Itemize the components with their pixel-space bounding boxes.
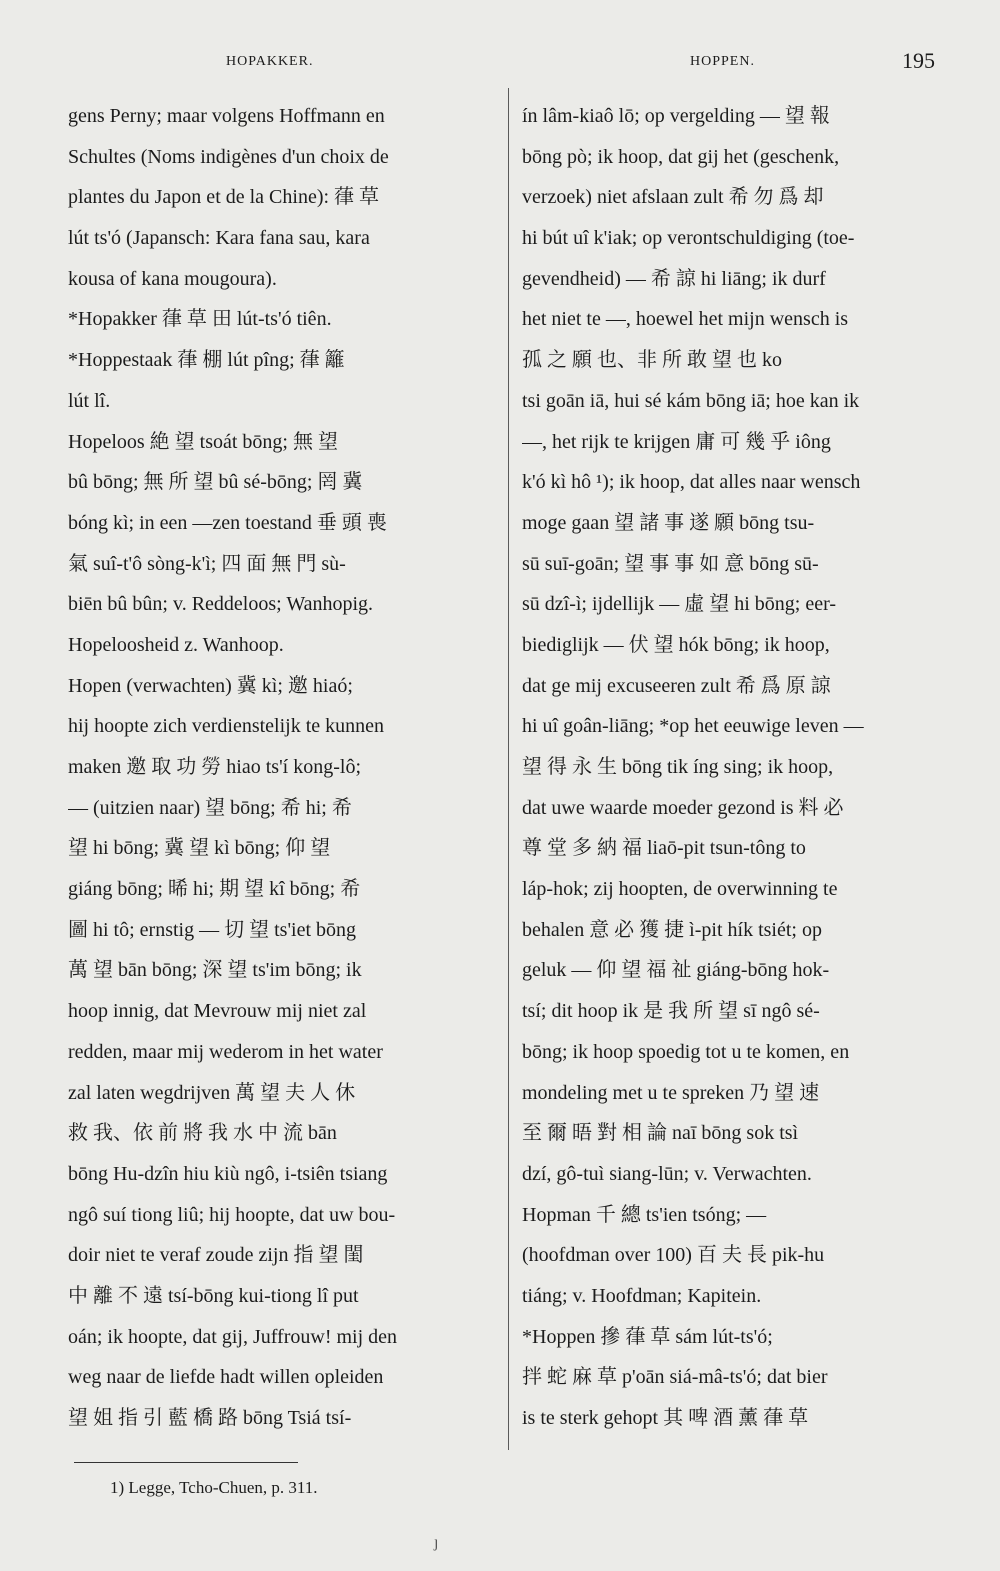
text-line: k'ó kì hô ¹); ik hoop, dat alles naar wensch <box>522 471 861 494</box>
text-line: Hopeloos 絶 望 tsoát bōng; 無 望 <box>68 430 338 453</box>
text-line: 至 爾 晤 對 相 論 naī bōng sok tsì <box>522 1122 799 1145</box>
right-column <box>522 96 947 1439</box>
text-line: *Hoppestaak 葎 棚 lút pîng; 葎 籬 <box>68 349 345 372</box>
text-line: oán; ik hoopte, dat gij, Juffrouw! mij den <box>68 1325 398 1348</box>
text-line: moge gaan 望 諸 事 遂 願 bōng tsu- <box>522 511 815 534</box>
text-line: 中 離 不 遠 tsí-bōng kui-tiong lî put <box>68 1284 359 1307</box>
page-number: 195 <box>902 48 935 73</box>
text-line: 萬 望 bān bōng; 深 望 ts'im bōng; ik <box>68 959 362 982</box>
left-column <box>68 96 496 1439</box>
text-line: lút lî. <box>68 389 111 412</box>
text-line: 拌 蛇 麻 草 p'oān siá-mâ-ts'ó; dat bier <box>522 1366 828 1389</box>
text-line: 望 hi bōng; 冀 望 kì bōng; 仰 望 <box>68 837 331 860</box>
text-line: verzoek) niet afslaan zult 希 勿 爲 却 <box>522 186 824 209</box>
text-line: zal laten wegdrijven 萬 望 夫 人 休 <box>68 1081 356 1104</box>
text-line: maken 邀 取 功 勞 hiao ts'í kong-lô; <box>68 756 362 778</box>
text-line: doir niet te veraf zoude zijn 指 望 閨 <box>68 1244 364 1267</box>
text-line: behalen 意 必 獲 捷 ì-pit hík tsiét; op <box>522 918 822 941</box>
text-line: geluk — 仰 望 福 祉 giáng-bōng hok- <box>522 959 830 982</box>
text-line: hi uî goân-liāng; *op het eeuwige leven — <box>522 715 864 738</box>
text-line: — (uitzien naar) 望 bōng; 希 hi; 希 <box>68 796 352 819</box>
text-line: giáng bōng; 晞 hi; 期 望 kî bōng; 希 <box>68 878 361 901</box>
text-line: 望 姐 指 引 藍 橋 路 bōng Tsiá tsí- <box>68 1407 352 1429</box>
text-line: Schultes (Noms indigènes d'un choix de <box>68 145 389 168</box>
text-line: is te sterk gehopt 其 啤 酒 薰 葎 草 <box>522 1407 809 1429</box>
running-header <box>0 48 1000 78</box>
text-line: ín lâm-kiaô lō; op vergelding — 望 報 <box>522 105 830 127</box>
text-line: het niet te —, hoewel het mijn wensch is <box>522 308 849 331</box>
text-line: tsí; dit hoop ik 是 我 所 望 sī ngô sé- <box>522 1000 820 1023</box>
text-line: dat ge mij excuseeren zult 希 爲 原 諒 <box>522 674 831 697</box>
text-line: láp-hok; zij hoopten, de overwinning te <box>522 878 838 901</box>
text-line: 望 得 永 生 bōng tik íng sing; ik hoop, <box>522 756 834 778</box>
footnote-rule <box>74 1462 298 1463</box>
text-line: plantes du Japon et de la Chine): 葎 草 <box>68 186 380 209</box>
text-line: gevendheid) — 希 諒 hi liāng; ik durf <box>522 267 826 290</box>
text-line: bû bōng; 無 所 望 bû sé-bōng; 罔 冀 <box>68 471 363 494</box>
text-line: ngô suí tiong liû; hij hoopte, dat uw bou- <box>68 1203 396 1226</box>
text-line: gens Perny; maar volgens Hoffmann en <box>68 105 385 127</box>
page-mark: ȷ <box>434 1534 439 1551</box>
text-line: 尊 堂 多 納 福 liaō-pit tsun-tông to <box>522 837 806 860</box>
text-line: hij hoopte zich verdienstelijk te kunnen <box>68 715 385 738</box>
text-line: sū suī-goān; 望 事 事 如 意 bōng sū- <box>522 552 819 575</box>
text-line: bóng kì; in een —zen toestand 垂 頭 喪 <box>68 511 387 534</box>
text-line: weg naar de liefde hadt willen opleiden <box>68 1366 384 1389</box>
text-line: lút ts'ó (Japansch: Kara fana sau, kara <box>68 227 370 250</box>
text-line: dzí, gô-tuì siang-lūn; v. Verwachten. <box>522 1162 812 1185</box>
text-line: —, het rijk te krijgen 庸 可 幾 乎 iông <box>522 430 831 453</box>
text-line: Hopen (verwachten) 冀 kì; 邀 hiaó; <box>68 674 353 697</box>
header-left-guideword: HOPAKKER. <box>226 54 314 69</box>
text-line: redden, maar mij wederom in het water <box>68 1040 383 1063</box>
text-line: mondeling met u te spreken 乃 望 速 <box>522 1081 820 1104</box>
text-line: dat uwe waarde moeder gezond is 料 必 <box>522 796 844 819</box>
text-line: bōng; ik hoop spoedig tot u te komen, en <box>522 1040 850 1063</box>
column-divider <box>508 88 509 1450</box>
text-line: tiáng; v. Hoofdman; Kapitein. <box>522 1284 762 1307</box>
text-line: bōng pò; ik hoop, dat gij het (geschenk, <box>522 145 840 168</box>
text-line: biēn bû bûn; v. Reddeloos; Wanhopig. <box>68 593 374 616</box>
text-line: biediglijk — 伏 望 hók bōng; ik hoop, <box>522 633 830 656</box>
text-line: bōng Hu-dzîn hiu kiù ngô, i-tsiên tsiang <box>68 1162 388 1185</box>
text-line: Hopeloosheid z. Wanhoop. <box>68 633 284 656</box>
text-line: tsi goān iā, hui sé kám bōng iā; hoe kan ik <box>522 389 860 412</box>
header-right-guideword: HOPPEN. <box>690 54 755 69</box>
text-line: kousa of kana mougoura). <box>68 267 277 290</box>
text-line: 孤 之 願 也、非 所 敢 望 也 ko <box>522 349 782 372</box>
text-line: 圖 hi tô; ernstig — 切 望 ts'iet bōng <box>68 918 357 941</box>
text-line: hi bút uî k'iak; op verontschuldiging (toe- <box>522 227 855 250</box>
text-line: *Hoppen 摻 葎 草 sám lút-ts'ó; <box>522 1325 773 1348</box>
text-line: 救 我、依 前 將 我 水 中 流 bān <box>68 1122 337 1145</box>
text-line: sū dzî-ì; ijdellijk — 虛 望 hi bōng; eer- <box>522 593 836 616</box>
text-line: 氣 suî-t'ô sòng-k'ì; 四 面 無 門 sù- <box>68 552 346 575</box>
text-line: hoop innig, dat Mevrouw mij niet zal <box>68 1000 367 1023</box>
footnote: 1) Legge, Tcho-Chuen, p. 311. <box>110 1478 318 1497</box>
text-line: (hoofdman over 100) 百 夫 長 pik-hu <box>522 1244 825 1267</box>
text-line: Hopman 千 總 ts'ien tsóng; — <box>522 1203 767 1226</box>
text-line: *Hopakker 葎 草 田 lút-ts'ó tiên. <box>68 308 332 331</box>
